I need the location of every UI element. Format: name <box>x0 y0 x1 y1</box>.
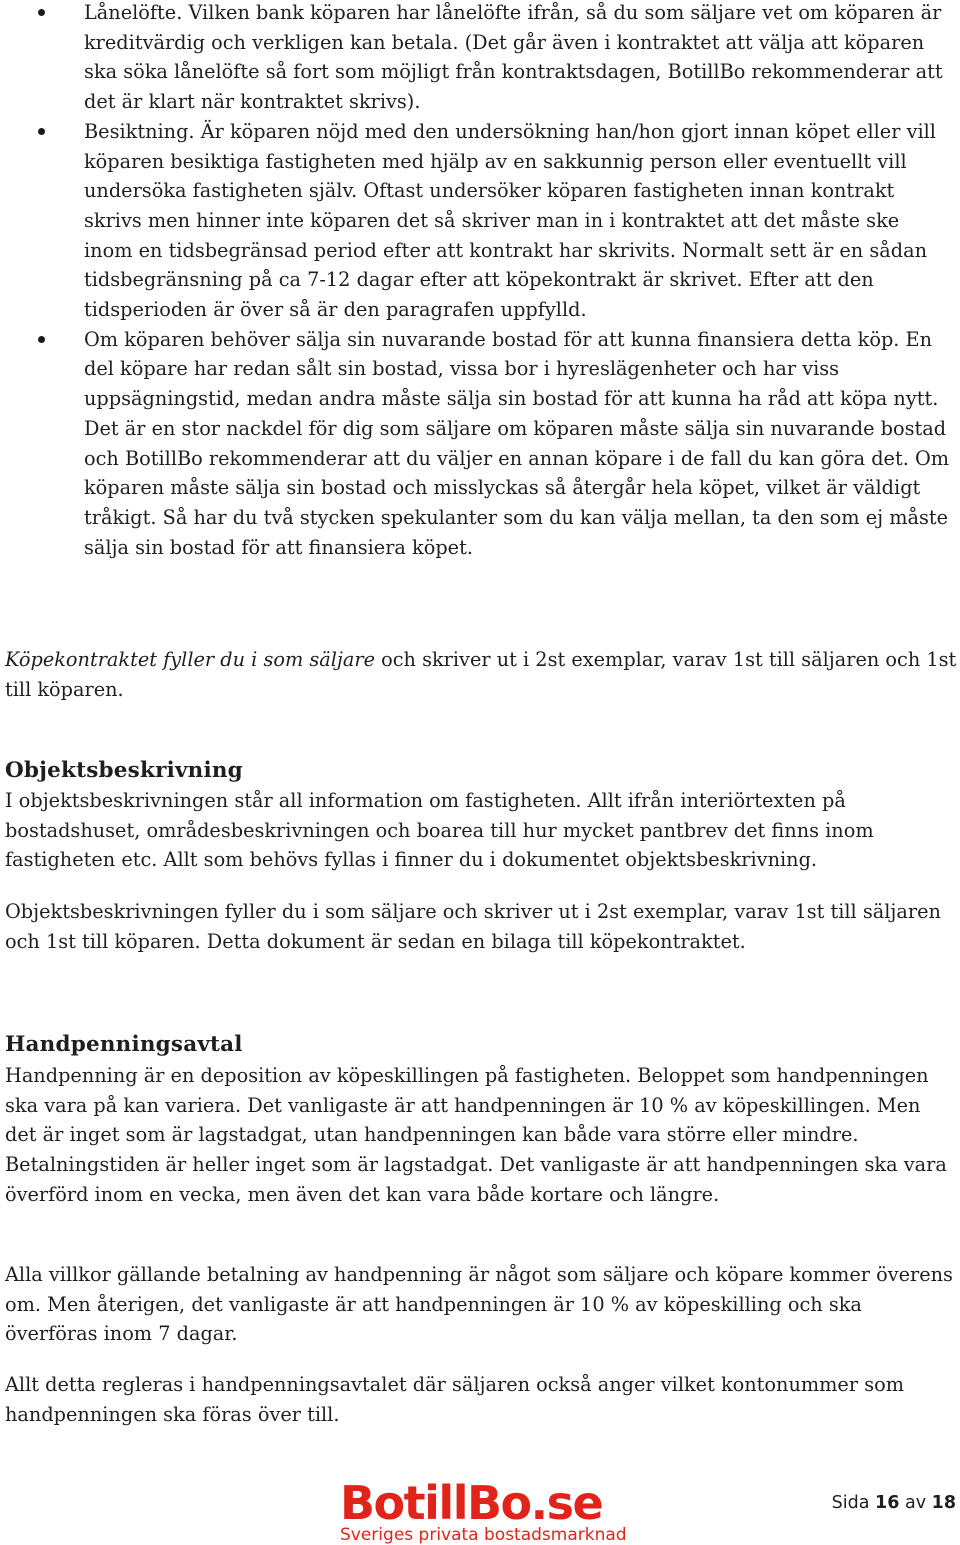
bullet-icon <box>38 9 45 16</box>
list-item-text: Om köparen behöver sälja sin nuvarande bostad för att kunna finansiera detta köp. En del köpare har redan sålt sin bostad, vissa bor i hyreslägenheter och har viss uppsägningstid, medan andra måste sälja sin bostad för att kunna ha råd att köpa nytt. Det är en stor nackdel för dig som säljare om köparen måste sälja sin nuvarande bostad och BotillBo rekommenderar att du väljer en annan köpare i de fall du kan göra det. Om köparen måste sälja sin bostad och misslyckas så återgår hela köpet, vilket är väldigt tråkigt. Så har du två stycken spekulanter som du kan välja mellan, ta den som ej måste sälja sin bostad för att finansiera köpet. <box>84 327 950 559</box>
list-item <box>0 325 960 563</box>
requirements-list <box>0 0 960 562</box>
kopekontrakt-rest: och skriver ut i 2st exemplar, varav 1st till säljaren och 1st till köparen. <box>5 648 957 701</box>
objektsbeskrivning-paragraph-1: I objektsbeskrivningen står all information om fastigheten. Allt ifrån interiörtexten på bostadshuset, områdesbeskrivningen och boarea till hur mycket pantbrev det finns inom fastigheten etc. Allt som behövs fyllas i finner du i dokumentet objektsbeskrivning. <box>5 789 874 872</box>
kopekontrakt-italic: Köpekontraktet fyller du i som säljare <box>5 648 376 671</box>
objektsbeskrivning-heading: Objektsbeskrivning <box>5 758 243 783</box>
list-item <box>0 117 960 325</box>
handpenning-paragraph-2: Alla villkor gällande betalning av handpenning är något som säljare och köpare kommer överens om. Men återigen, det vanligaste är att handpenningen är 10 % av köpeskilling och ska överföras inom 7 dagar. <box>5 1263 953 1346</box>
list-item-text: Är köparen nöjd med den undersökning han/hon gjort innan köpet eller vill köparen besiktiga fastigheten med hjälp av en sakkunnig person eller eventuellt vill undersöka fastigheten själv. Oftast undersöker köparen fastigheten innan kontrakt skrivs men hinner inte köparen det så skriver man in i kontraktet att det måste ske inom en tidsbegränsad period efter att kontrakt har skrivits. Normalt sett är en sådan tidsbegränsning på ca 7-12 dagar efter att köpekontrakt är skrivet. Efter att den tidsperioden är över så är den paragrafen uppfylld. <box>84 119 936 322</box>
page-separator: av <box>904 1493 927 1513</box>
list-item-label: Lånelöfte. <box>84 1 183 24</box>
list-item-text: Vilken bank köparen har lånelöfte ifrån, så du som säljare vet om köparen är kreditvärdig och verkligen kan betala. (Det går även i kontraktet att välja att köparen ska söka lånelöfte så fort som möjligt från kontraktsdagen, BotillBo rekommenderar att det är klart när kontraktet skrivs). <box>84 1 943 114</box>
logo-text: BotillBo.se <box>340 1476 603 1530</box>
bullet-icon <box>38 336 45 343</box>
bullet-icon <box>38 128 45 135</box>
botillbo-logo <box>340 1475 627 1545</box>
handpenning-paragraph-3: Allt detta regleras i handpenningsavtalet där säljaren också anger vilket kontonummer som handpenningen ska föras över till. <box>5 1373 904 1426</box>
list-item <box>0 0 960 117</box>
page-total: 18 <box>931 1493 956 1513</box>
list-item-label: Besiktning. <box>84 119 195 143</box>
objektsbeskrivning-paragraph-2: Objektsbeskrivningen fyller du i som säljare och skriver ut i 2st exemplar, varav 1st till säljaren och 1st till köparen. Detta dokument är sedan en bilaga till köpekontraktet. <box>5 900 941 953</box>
page-number <box>832 1493 956 1513</box>
logo-tagline: Sveriges privata bostadsmarknad <box>340 1525 627 1545</box>
kopekontrakt-paragraph <box>5 645 957 704</box>
page-current: 16 <box>875 1493 900 1513</box>
page-prefix: Sida <box>831 1493 870 1513</box>
handpenningsavtal-heading: Handpenningsavtal <box>5 1032 243 1057</box>
handpenning-paragraph-1: Handpenning är en deposition av köpeskillingen på fastigheten. Beloppet som handpenningen ska vara på kan variera. Det vanligaste är att handpenningen är 10 % av köpeskillingen. Men det är inget som är lagstadgat, utan handpenningen kan både vara större eller mindre. Betalningstiden är heller inget som är lagstadgat. Det vanligaste är att handpenningen ska vara överförd inom en vecka, men även det kan vara både kortare och längre. <box>5 1064 947 1206</box>
